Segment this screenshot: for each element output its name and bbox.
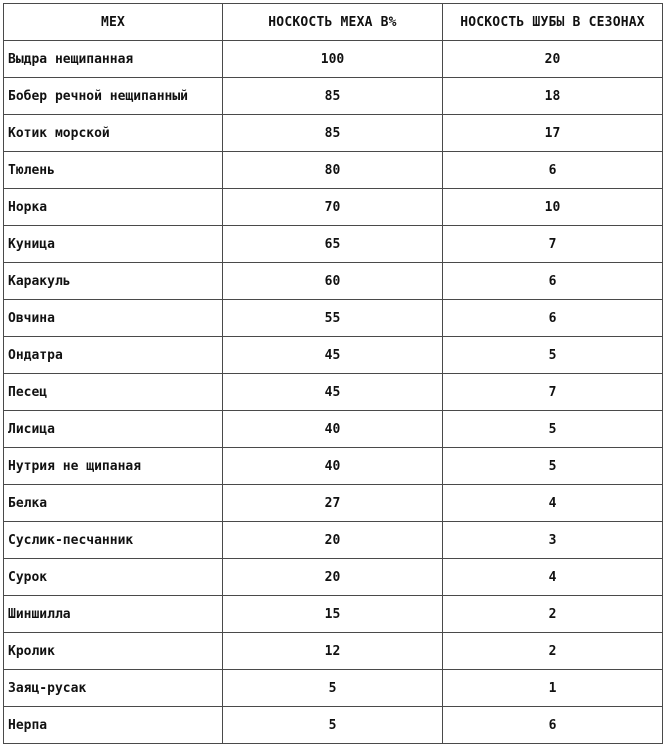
cell-fur-durability: 5 xyxy=(223,670,443,707)
cell-coat-seasons: 5 xyxy=(443,448,663,485)
table-row xyxy=(4,115,663,152)
cell-coat-seasons: 6 xyxy=(443,707,663,744)
cell-coat-seasons: 7 xyxy=(443,374,663,411)
cell-fur-name: Овчина xyxy=(4,300,223,337)
cell-coat-seasons: 5 xyxy=(443,411,663,448)
cell-fur-durability: 60 xyxy=(223,263,443,300)
cell-fur-name: Ондатра xyxy=(4,337,223,374)
table-row xyxy=(4,226,663,263)
table-row xyxy=(4,707,663,744)
header-fur: МЕХ xyxy=(4,4,223,41)
table-row xyxy=(4,41,663,78)
table-row xyxy=(4,485,663,522)
cell-fur-durability: 5 xyxy=(223,707,443,744)
cell-fur-durability: 70 xyxy=(223,189,443,226)
cell-fur-name: Куница xyxy=(4,226,223,263)
cell-coat-seasons: 20 xyxy=(443,41,663,78)
cell-coat-seasons: 2 xyxy=(443,596,663,633)
cell-fur-durability: 80 xyxy=(223,152,443,189)
cell-coat-seasons: 4 xyxy=(443,559,663,596)
cell-fur-durability: 85 xyxy=(223,115,443,152)
cell-coat-seasons: 4 xyxy=(443,485,663,522)
cell-fur-durability: 40 xyxy=(223,448,443,485)
table-row xyxy=(4,448,663,485)
cell-fur-name: Песец xyxy=(4,374,223,411)
cell-fur-name: Нерпа xyxy=(4,707,223,744)
cell-fur-name: Заяц-русак xyxy=(4,670,223,707)
header-fur-durability-percent: НОСКОСТЬ МЕХА В% xyxy=(223,4,443,41)
table-row xyxy=(4,522,663,559)
cell-fur-name: Лисица xyxy=(4,411,223,448)
fur-durability-table xyxy=(3,3,663,744)
cell-fur-name: Суслик-песчанник xyxy=(4,522,223,559)
table-row xyxy=(4,559,663,596)
cell-fur-durability: 27 xyxy=(223,485,443,522)
cell-coat-seasons: 2 xyxy=(443,633,663,670)
cell-fur-durability: 85 xyxy=(223,78,443,115)
cell-fur-name: Выдра нещипанная xyxy=(4,41,223,78)
cell-fur-name: Шиншилла xyxy=(4,596,223,633)
cell-fur-durability: 55 xyxy=(223,300,443,337)
cell-coat-seasons: 6 xyxy=(443,300,663,337)
cell-fur-name: Норка xyxy=(4,189,223,226)
table-row xyxy=(4,670,663,707)
table-row xyxy=(4,374,663,411)
cell-fur-name: Тюлень xyxy=(4,152,223,189)
cell-coat-seasons: 17 xyxy=(443,115,663,152)
cell-fur-durability: 20 xyxy=(223,522,443,559)
cell-fur-name: Белка xyxy=(4,485,223,522)
table-row xyxy=(4,337,663,374)
table-row xyxy=(4,263,663,300)
cell-coat-seasons: 5 xyxy=(443,337,663,374)
header-coat-durability-seasons: НОСКОСТЬ ШУБЫ В СЕЗОНАХ xyxy=(443,4,663,41)
cell-fur-durability: 65 xyxy=(223,226,443,263)
cell-fur-durability: 12 xyxy=(223,633,443,670)
cell-fur-name: Нутрия не щипаная xyxy=(4,448,223,485)
cell-fur-durability: 15 xyxy=(223,596,443,633)
cell-fur-name: Кролик xyxy=(4,633,223,670)
cell-coat-seasons: 6 xyxy=(443,152,663,189)
cell-fur-name: Каракуль xyxy=(4,263,223,300)
table-header-row xyxy=(4,4,663,41)
table-row xyxy=(4,300,663,337)
table-row xyxy=(4,152,663,189)
table-row xyxy=(4,78,663,115)
cell-fur-durability: 45 xyxy=(223,374,443,411)
cell-fur-name: Бобер речной нещипанный xyxy=(4,78,223,115)
cell-fur-durability: 40 xyxy=(223,411,443,448)
cell-coat-seasons: 1 xyxy=(443,670,663,707)
cell-fur-name: Сурок xyxy=(4,559,223,596)
cell-fur-name: Котик морской xyxy=(4,115,223,152)
cell-fur-durability: 100 xyxy=(223,41,443,78)
table-row xyxy=(4,411,663,448)
cell-coat-seasons: 3 xyxy=(443,522,663,559)
table-row xyxy=(4,596,663,633)
cell-coat-seasons: 10 xyxy=(443,189,663,226)
cell-coat-seasons: 6 xyxy=(443,263,663,300)
table-row xyxy=(4,189,663,226)
cell-coat-seasons: 18 xyxy=(443,78,663,115)
cell-fur-durability: 45 xyxy=(223,337,443,374)
cell-fur-durability: 20 xyxy=(223,559,443,596)
cell-coat-seasons: 7 xyxy=(443,226,663,263)
table-row xyxy=(4,633,663,670)
